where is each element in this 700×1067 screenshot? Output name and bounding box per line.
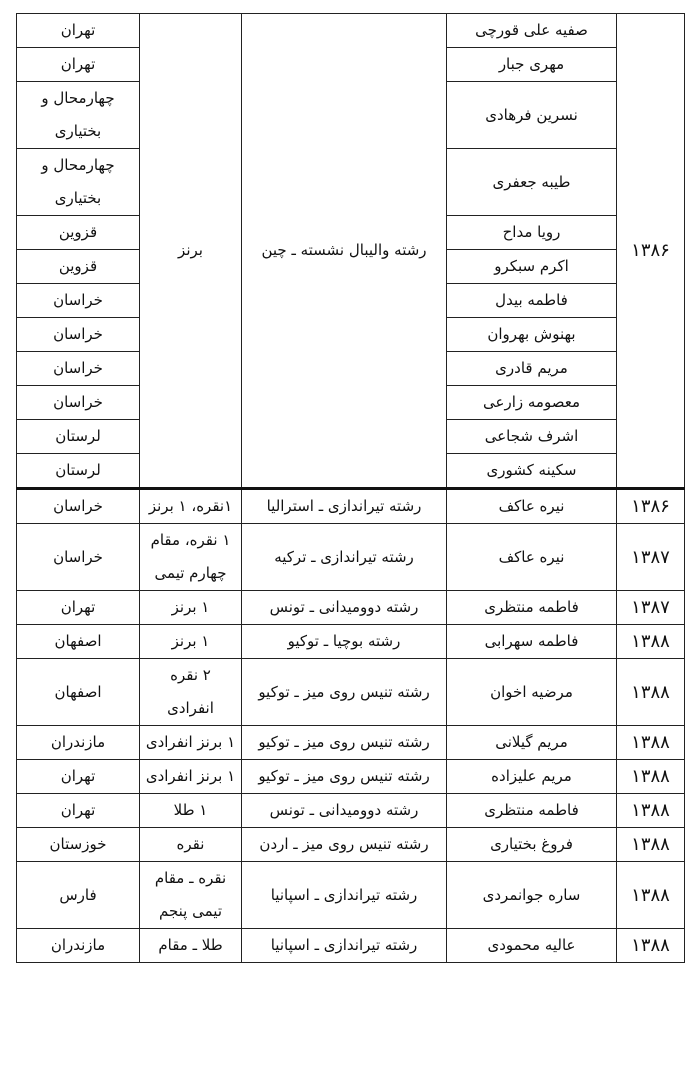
medal-cell: برنز — [140, 14, 242, 489]
year-cell: ۱۳۸۸ — [617, 862, 685, 929]
medals-table — [16, 13, 685, 963]
province-cell: خراسان — [17, 352, 140, 386]
medal-cell: طلا ـ مقام — [140, 929, 242, 963]
province-cell: لرستان — [17, 420, 140, 454]
name-cell: صفیه علی قورچی — [447, 14, 617, 48]
table-row — [17, 14, 685, 48]
province-cell: لرستان — [17, 454, 140, 489]
province-cell: اصفهان — [17, 659, 140, 726]
province-cell: تهران — [17, 794, 140, 828]
province-cell: قزوین — [17, 250, 140, 284]
province-cell: قزوین — [17, 216, 140, 250]
province-cell: تهران — [17, 591, 140, 625]
field-cell: رشته تیراندازی ـ اسپانیا — [242, 929, 447, 963]
medal-cell: ۱ برنز — [140, 625, 242, 659]
table-row — [17, 524, 685, 591]
field-cell: رشته تنیس روی میز ـ اردن — [242, 828, 447, 862]
field-cell: رشته تیراندازی ـ اسپانیا — [242, 862, 447, 929]
table-row — [17, 929, 685, 963]
year-cell: ۱۳۸۸ — [617, 929, 685, 963]
year-cell: ۱۳۸۸ — [617, 726, 685, 760]
table-row — [17, 625, 685, 659]
name-cell: مریم گیلانی — [447, 726, 617, 760]
name-cell: مرضیه اخوان — [447, 659, 617, 726]
name-cell: معصومه زارعی — [447, 386, 617, 420]
name-cell: فاطمه منتظری — [447, 591, 617, 625]
province-cell: مازندران — [17, 929, 140, 963]
table-row — [17, 489, 685, 524]
name-cell: مریم علیزاده — [447, 760, 617, 794]
medal-cell: ۱ برنز — [140, 591, 242, 625]
province-cell: خراسان — [17, 318, 140, 352]
table-row — [17, 659, 685, 726]
field-cell: رشته والیبال نشسته ـ چین — [242, 14, 447, 489]
field-cell: رشته تیراندازی ـ ترکیه — [242, 524, 447, 591]
name-cell: اکرم سبکرو — [447, 250, 617, 284]
name-cell: فاطمه بیدل — [447, 284, 617, 318]
province-cell: تهران — [17, 760, 140, 794]
name-cell: عالیه محمودی — [447, 929, 617, 963]
name-cell: نسرین فرهادی — [447, 82, 617, 149]
name-cell: فاطمه سهرابی — [447, 625, 617, 659]
province-cell: چهارمحال و بختیاری — [17, 82, 140, 149]
field-cell: رشته دوومیدانی ـ تونس — [242, 794, 447, 828]
field-cell: رشته تنیس روی میز ـ توکیو — [242, 726, 447, 760]
province-cell: اصفهان — [17, 625, 140, 659]
table-row — [17, 591, 685, 625]
medal-cell: نقره ـ مقام تیمی پنجم — [140, 862, 242, 929]
name-cell: نیره عاکف — [447, 524, 617, 591]
province-cell: خوزستان — [17, 828, 140, 862]
medal-cell: ۲ نقره انفرادی — [140, 659, 242, 726]
name-cell: طیبه جعفری — [447, 149, 617, 216]
year-cell: ۱۳۸۸ — [617, 794, 685, 828]
name-cell: رویا مداح — [447, 216, 617, 250]
medal-cell: ۱ برنز انفرادی — [140, 726, 242, 760]
name-cell: مهری جبار — [447, 48, 617, 82]
field-cell: رشته تیراندازی ـ استرالیا — [242, 489, 447, 524]
province-cell: فارس — [17, 862, 140, 929]
year-cell: ۱۳۸۶ — [617, 14, 685, 489]
name-cell: فروغ بختیاری — [447, 828, 617, 862]
name-cell: مریم قادری — [447, 352, 617, 386]
name-cell: فاطمه منتظری — [447, 794, 617, 828]
year-cell: ۱۳۸۸ — [617, 659, 685, 726]
province-cell: مازندران — [17, 726, 140, 760]
province-cell: خراسان — [17, 524, 140, 591]
field-cell: رشته تنیس روی میز ـ توکیو — [242, 659, 447, 726]
province-cell: چهارمحال و بختیاری — [17, 149, 140, 216]
table-row — [17, 794, 685, 828]
name-cell: نیره عاکف — [447, 489, 617, 524]
province-cell: خراسان — [17, 489, 140, 524]
medal-cell: ۱ طلا — [140, 794, 242, 828]
name-cell: ساره جوانمردی — [447, 862, 617, 929]
table-row — [17, 828, 685, 862]
medal-cell: ۱ برنز انفرادی — [140, 760, 242, 794]
field-cell: رشته تنیس روی میز ـ توکیو — [242, 760, 447, 794]
medal-cell: ۱نقره، ۱ برنز — [140, 489, 242, 524]
province-cell: تهران — [17, 14, 140, 48]
year-cell: ۱۳۸۷ — [617, 524, 685, 591]
table-row — [17, 862, 685, 929]
table-row — [17, 760, 685, 794]
year-cell: ۱۳۸۸ — [617, 828, 685, 862]
name-cell: سکینه کشوری — [447, 454, 617, 489]
field-cell: رشته دوومیدانی ـ تونس — [242, 591, 447, 625]
province-cell: خراسان — [17, 386, 140, 420]
field-cell: رشته بوچیا ـ توکیو — [242, 625, 447, 659]
year-cell: ۱۳۸۸ — [617, 625, 685, 659]
year-cell: ۱۳۸۸ — [617, 760, 685, 794]
province-cell: خراسان — [17, 284, 140, 318]
year-cell: ۱۳۸۷ — [617, 591, 685, 625]
table-row — [17, 726, 685, 760]
year-cell: ۱۳۸۶ — [617, 489, 685, 524]
medal-cell: نقره — [140, 828, 242, 862]
province-cell: تهران — [17, 48, 140, 82]
name-cell: اشرف شجاعی — [447, 420, 617, 454]
medal-cell: ۱ نقره، مقام چهارم تیمی — [140, 524, 242, 591]
name-cell: بهنوش بهروان — [447, 318, 617, 352]
